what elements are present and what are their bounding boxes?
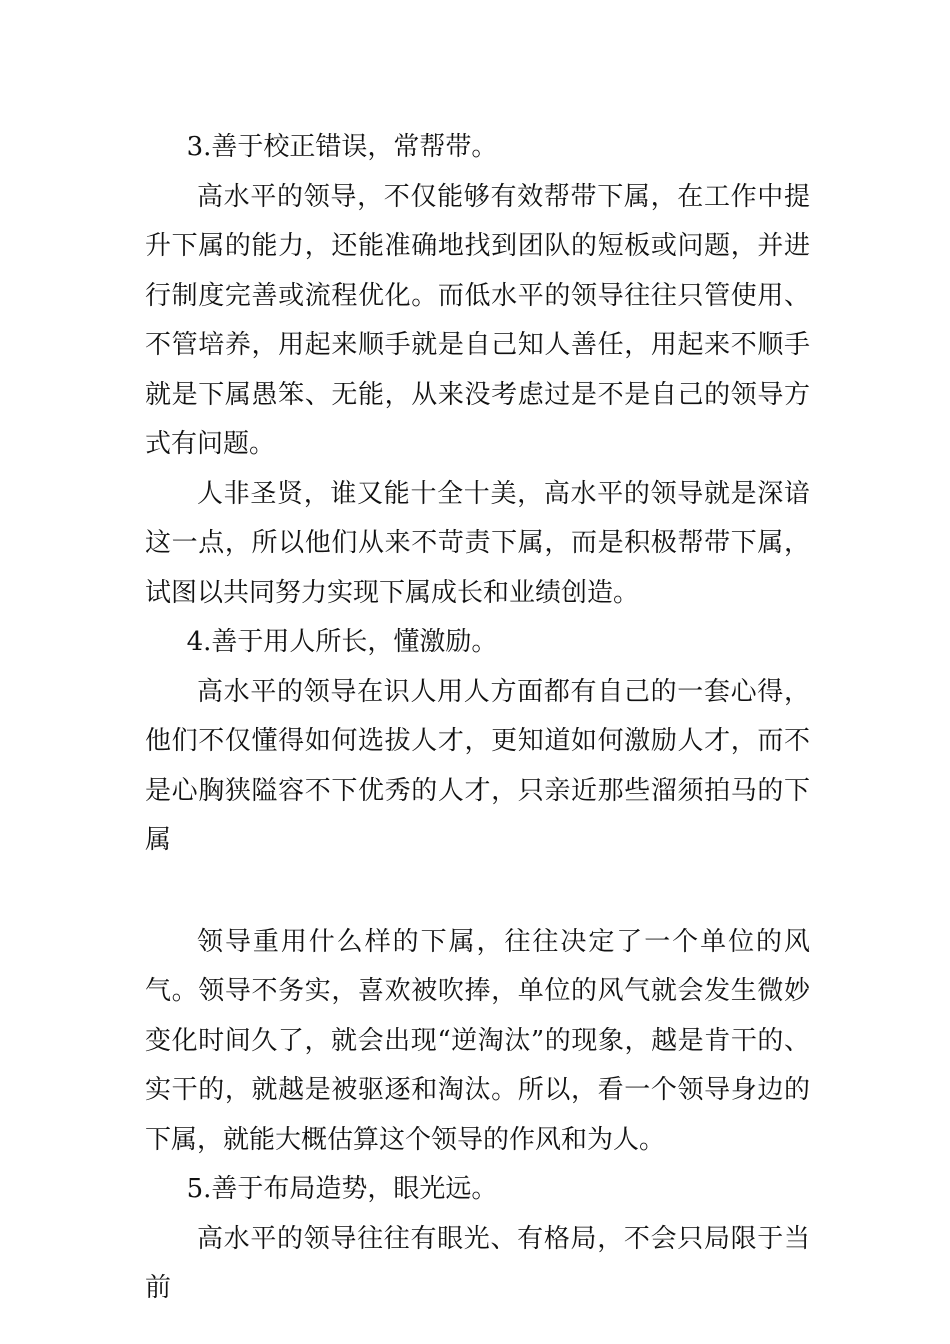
body-paragraph-4: 领导重用什么样的下属，往往决定了一个单位的风气。领导不务实，喜欢被吹捧，单位的风气就会发生微妙变化时间久了，就会出现“逆淘汰”的现象，越是肯干的、实干的，就越是被驱逐和淘汰。所以，看一个领导身边的下属，就能大概估算这个领导的作风和为人。 — [145, 926, 810, 1155]
section-heading-3: 3.善于校正错误，常帮带。 — [186, 132, 498, 162]
body-paragraph-1: 高水平的领导，不仅能够有效帮带下属，在工作中提升下属的能力，还能准确地找到团队的短板或问题，并进行制度完善或流程优化。而低水平的领导往往只管使用、不管培养，用起来顺手就是自己知人善任，用起来不顺手就是下属愚笨、无能，从来没考虑过是不是自己的领导方式有问题。 — [145, 181, 810, 459]
body-paragraph-3: 高水平的领导在识人用人方面都有自己的一套心得，他们不仅懂得如何选拔人才，更知道如何激励人才，而不是心胸狭隘容不下优秀的人才，只亲近那些溜须拍马的下属 — [145, 676, 810, 855]
body-paragraph-2: 人非圣贤，谁又能十全十美，高水平的领导就是深谙这一点，所以他们从来不苛责下属，而是积极帮带下属，试图以共同努力实现下属成长和业绩创造。 — [145, 478, 810, 608]
section-heading-4: 4.善于用人所长，懂激励。 — [186, 627, 498, 657]
document-body — [145, 123, 810, 1314]
section-heading-5: 5.善于布局造势，眼光远。 — [186, 1174, 498, 1204]
body-paragraph-5: 高水平的领导往往有眼光、有格局，不会只局限于当前 — [145, 1223, 810, 1303]
